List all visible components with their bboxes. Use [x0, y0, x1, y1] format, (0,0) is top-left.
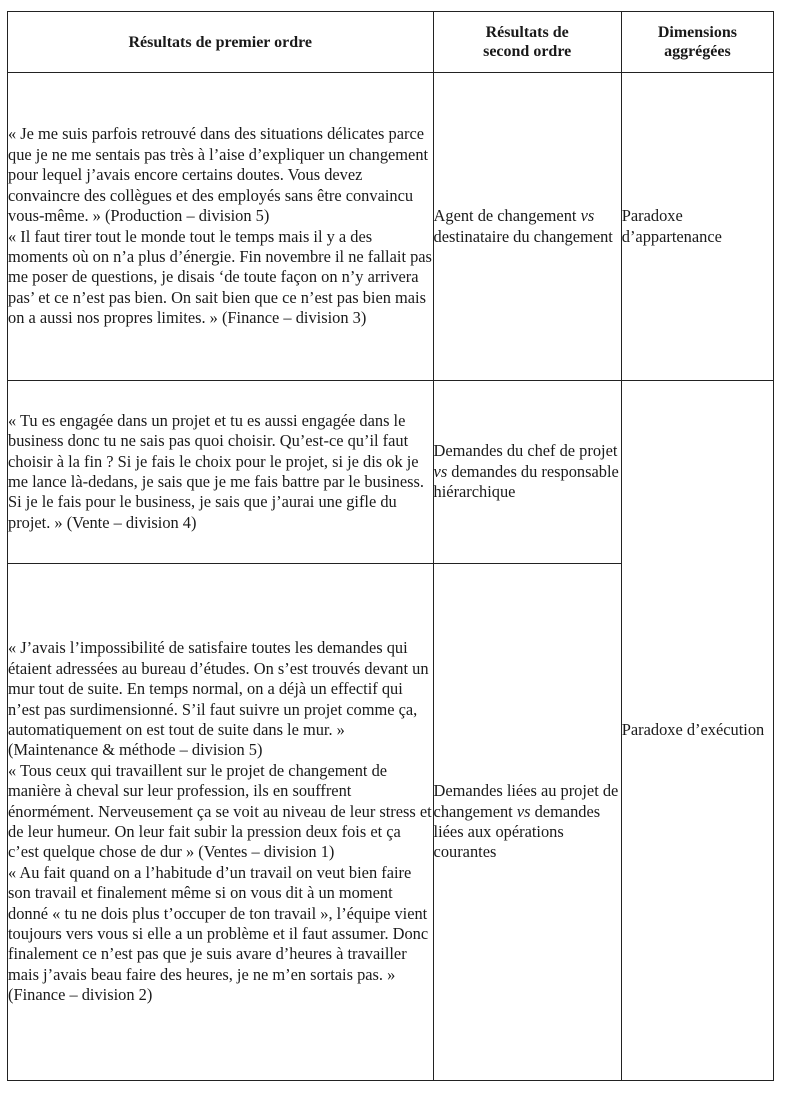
header-second-order-line2: second ordre — [483, 43, 572, 60]
aggregated-dimension-cell — [621, 73, 773, 381]
header-row — [8, 12, 774, 73]
results-table — [7, 11, 774, 1081]
header-second-order-line1: Résultats de — [485, 24, 569, 41]
quote-text: « Tu es engagée dans un projet et tu es aussi engagée dans le business donc tu ne sais pas quoi choisir. Qu’est-ce qu’il faut choisir à la fin ? Si je fais le choix pour le projet, si je dis ok je me lance là-dedans, je sais que je me fais battre par le business. Si je le fais pour le business, je sais que j’aurai une gifle du projet. » (Vente – division 4) — [8, 410, 424, 532]
aggregated-dimension-cell — [621, 381, 773, 1081]
table-header — [8, 12, 774, 73]
quote-text: « Il faut tirer tout le monde tout le temps mais il y a des moments où on n’a plus d’énergie. Fin novembre il ne fallait pas me poser de questions, je disais ‘de toute façon on n’y arrivera pas’ et ce n’est pas bien. On sait bien que ce n’est pas bien mais on a aussi nos propres limites. » (Finance – division 3) — [8, 226, 432, 328]
table-row — [8, 381, 774, 564]
second-order-text: Demandes du chef de projet — [433, 441, 618, 461]
header-aggregated-dimensions — [621, 12, 773, 73]
header-first-order: Résultats de premier ordre — [8, 12, 434, 73]
table-row — [8, 73, 774, 381]
vs-label: vs — [580, 206, 595, 226]
quote-text: « Au fait quand on a l’habitude d’un travail on veut bien faire son travail et finalement même si on vous dit à un moment donné « tu ne dois plus t’occuper de ton travail », l’équipe vient toujours vers vous si elle a un problème et il faut assumer. Donc finalement ce n’est pas que je suis avare d’heures à travailler mais j’avais beau faire des heures, je ne m’en sortais pas. » (Finance – division 2) — [8, 862, 429, 1005]
second-order-text: demandes du responsable hiérarchique — [433, 461, 619, 502]
first-order-cell — [8, 381, 434, 564]
header-second-order — [433, 12, 621, 73]
aggregated-dimension-text: Paradoxe d’appartenance — [621, 206, 722, 246]
second-order-text: Demandes liées au projet de changement — [433, 781, 619, 821]
vs-label: vs — [433, 461, 448, 481]
second-order-cell — [433, 564, 621, 1081]
table-body — [8, 73, 774, 1081]
first-order-cell — [8, 73, 434, 381]
vs-label: vs — [516, 801, 531, 821]
header-aggregated-line1: Dimensions — [657, 24, 737, 41]
aggregated-dimension-text: Paradoxe d’exécution — [621, 720, 765, 740]
second-order-text: destinataire du changement — [433, 226, 613, 246]
quote-text: « Tous ceux qui travaillent sur le projet de changement de manière à cheval sur leur profession, ils en souffrent énormément. Nerveusement ça se voit au niveau de leur stress et de leur humeur. On leur fait subir la pression deux fois et ça c’est quelque chose de dur » (Ventes – division 1) — [8, 760, 432, 862]
quote-text: « Je me suis parfois retrouvé dans des situations délicates parce que je ne me sentais pas très à l’aise d’expliquer un changement pour lequel j’avais encore certains doutes. Vous devez convaincre des collègues et des employés sans être convaincu vous-même. » (Production – division 5) — [8, 124, 429, 226]
first-order-cell — [8, 564, 434, 1081]
second-order-text: Agent de changement — [433, 206, 581, 226]
quote-text: « J’avais l’impossibilité de satisfaire toutes les demandes qui étaient adressées au bureau d’études. On s’est trouvés devant un mur tout de suite. En temps normal, on a déjà un effectif qui n’est pas surdimensionné. S’il faut suivre un projet comme ça, automatiquement on est tout de suite dans le mur. » (Maintenance & méthode – division 5) — [8, 638, 429, 760]
second-order-cell — [433, 381, 621, 564]
second-order-text: demandes liées aux opérations courantes — [433, 801, 601, 862]
header-aggregated-line2: aggrégées — [664, 43, 731, 60]
second-order-cell — [433, 73, 621, 381]
